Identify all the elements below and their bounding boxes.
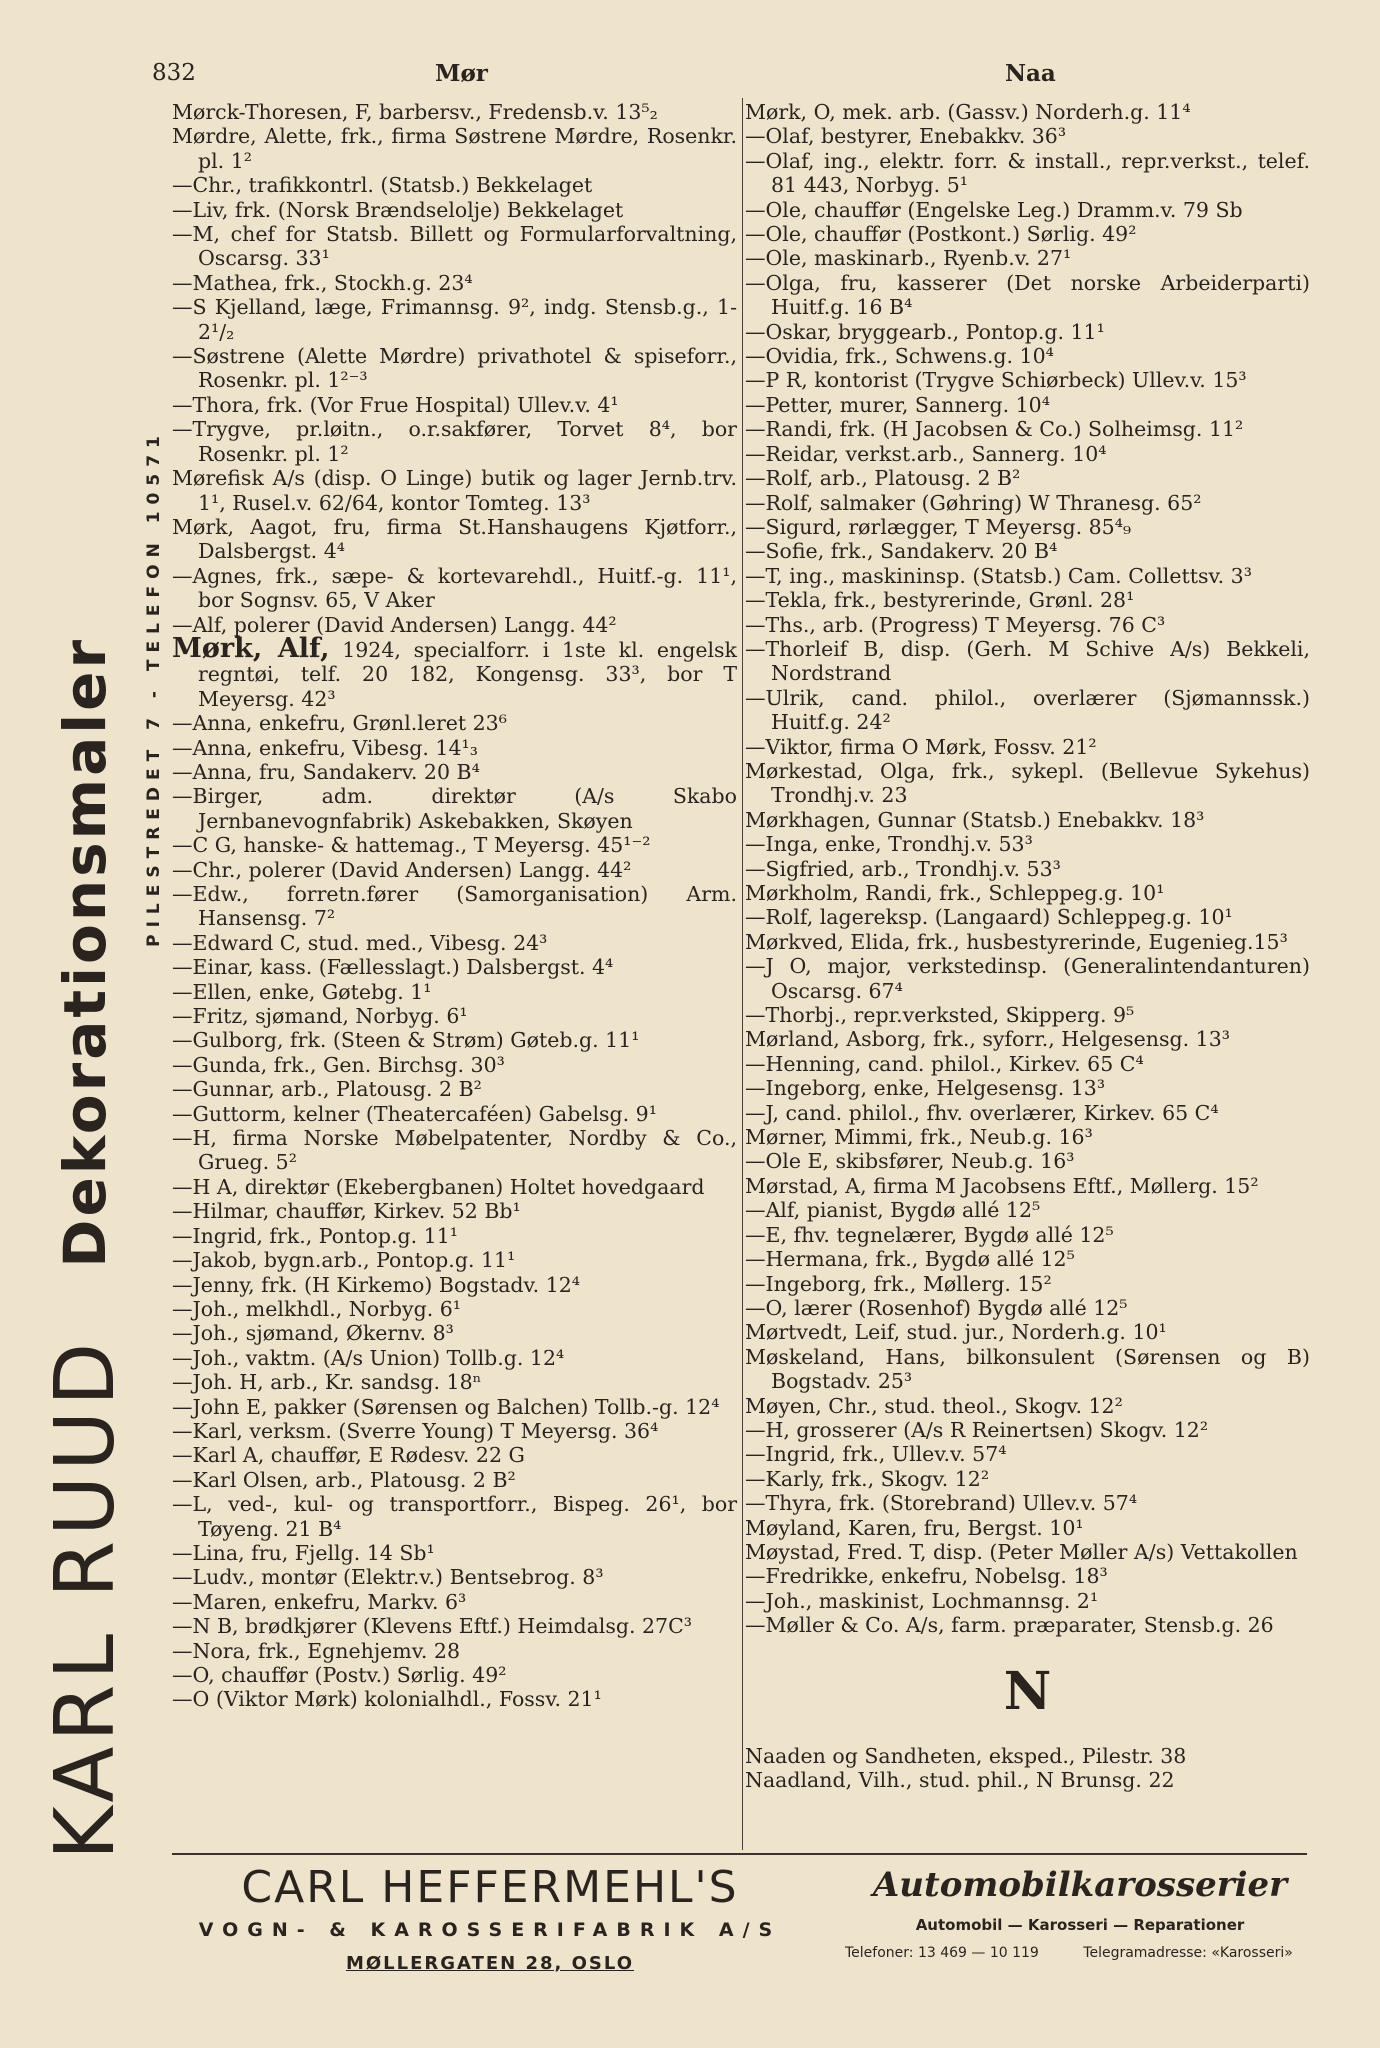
directory-entry: —C G, hanske- & hattemag., T Meyersg. 45¹⁻²	[172, 833, 651, 858]
directory-entry: —Oskar, bryggearb., Pontop.g. 11¹	[745, 319, 1105, 344]
directory-entry: —Tekla, frk., bestyrerinde, Grønl. 28¹	[745, 588, 1135, 613]
ad-right-services: Automobil — Karosseri — Reparationer	[915, 1916, 1245, 1934]
directory-entry: —Sigfried, arb., Trondhj.v. 53³	[745, 856, 1061, 881]
featured-entry-name: Mørk, Alf,	[172, 632, 330, 664]
directory-entry: —Guttorm, kelner (Theatercaféen) Gabelsg. 9¹	[172, 1101, 657, 1126]
directory-entry: —Hilmar, chauffør, Kirkev. 52 Bb¹	[172, 1199, 521, 1224]
ad-right-title: Automobilkarosserier	[872, 1865, 1288, 1905]
directory-entry: Mørstad, A, firma M Jacobsens Eftf., Møllerg. 15²	[745, 1173, 1259, 1198]
directory-entry: —Ole, chauffør (Engelske Leg.) Dramm.v. 79 Sb	[745, 197, 1243, 222]
directory-entry: —Viktor, firma O Mørk, Fossv. 21²	[745, 734, 1097, 759]
directory-entry: —Petter, murer, Sannerg. 10⁴	[745, 392, 1050, 417]
directory-entry: —L, ved-, kul- og transportforr., Bispeg. 26¹, bor Tøyeng. 21 B⁴	[172, 1492, 737, 1541]
directory-entry: Mørkholm, Randi, frk., Schleppeg.g. 10¹	[745, 881, 1165, 905]
directory-entry: —Søstrene (Alette Mørdre) privathotel & spiseforr., Rosenkr. pl. 1²⁻³	[172, 344, 737, 393]
directory-entry: Mørland, Asborg, frk., syforr., Helgesensg. 13³	[745, 1027, 1230, 1052]
karosserier-advertisement	[845, 1862, 1315, 1964]
directory-entry: —Hermana, frk., Bygdø allé 12⁵	[745, 1247, 1075, 1272]
directory-entry: Mørdre, Alette, frk., firma Søstrene Mørdre, Rosenkr. pl. 1²	[172, 124, 737, 173]
directory-entry: —Trygve, pr.løitn., o.r.sakfører, Torvet 8⁴, bor Rosenkr. pl. 1²	[172, 417, 737, 466]
directory-entry: —Ludv., montør (Elektr.v.) Bentsebrog. 8³	[172, 1565, 604, 1590]
directory-entry: —Liv, frk. (Norsk Brændselolje) Bekkelaget	[172, 197, 624, 222]
directory-entry: —Gunda, frk., Gen. Birchsg. 30³	[172, 1052, 505, 1077]
directory-entry: —Karl, verksm. (Sverre Young) T Meyersg. 36⁴	[172, 1418, 659, 1443]
directory-entry: —Joh., vaktm. (A/s Union) Tollb.g. 12⁴	[172, 1345, 565, 1370]
directory-entry: —Edw., forretn.fører (Samorganisation) Arm. Hansensg. 7²	[172, 882, 737, 931]
directory-entry: —Karl A, chauffør, E Rødesv. 22 G	[172, 1443, 525, 1468]
directory-entry: —Olaf, bestyrer, Enebakkv. 36³	[745, 124, 1067, 149]
directory-entry: —Anna, enkefru, Vibesg. 14¹₃	[172, 735, 478, 760]
directory-entry: Mørner, Mimmi, frk., Neub.g. 16³	[745, 1125, 1093, 1150]
ad-right-telegram: Telegramadresse: «Karosseri»	[1083, 1945, 1293, 1961]
directory-entry: —Agnes, frk., sæpe- & kortevarehdl., Huitf.-g. 11¹, bor Sognsv. 65, V Aker	[172, 563, 737, 613]
directory-entry: —Karly, frk., Skogv. 12²	[745, 1466, 990, 1491]
directory-entry: —Joh., sjømand, Økernv. 8³	[172, 1321, 454, 1346]
directory-entry: —Maren, enkefru, Markv. 6³	[172, 1589, 467, 1614]
directory-entry: —Ths., arb. (Progress) T Meyersg. 76 C³	[745, 612, 1166, 637]
directory-entry: —Reidar, verkst.arb., Sannerg. 10⁴	[745, 441, 1107, 466]
directory-entry: —Einar, kass. (Fællesslagt.) Dalsbergst. 4⁴	[172, 955, 614, 980]
ad-right-contact	[845, 1942, 1315, 1964]
directory-entry: —Anna, enkefru, Grønl.leret 23⁶	[172, 711, 507, 736]
directory-entry: —E, fhv. tegnelærer, Bygdø allé 12⁵	[745, 1222, 1114, 1247]
ad-right-phones: Telefoner: 13 469 — 10 119	[845, 1945, 1039, 1961]
directory-entry: Naadland, Vilh., stud. phil., N Brunsg. 22	[745, 1768, 1175, 1792]
directory-entry: —J O, major, verkstedinsp. (Generalintendanturen) Oscarsg. 67⁴	[745, 954, 1310, 1003]
section-letter: N	[1003, 1660, 1052, 1722]
directory-entry: Mørefisk A/s (disp. O Linge) butik og lager Jernb.trv. 1¹, Rusel.v. 62/64, kontor Tomteg. 13³	[172, 466, 737, 515]
directory-entry: Mørkhagen, Gunnar (Statsb.) Enebakkv. 18³	[745, 807, 1205, 832]
directory-entry: —Joh. H, arb., Kr. sandsg. 18ⁿ	[172, 1370, 482, 1395]
directory-entry: —Mathea, frk., Stockh.g. 23⁴	[172, 270, 473, 295]
right-column	[745, 100, 1310, 1792]
directory-entry: —Chr., polerer (David Andersen) Langg. 44²	[172, 857, 632, 882]
directory-entry-featured	[172, 632, 737, 711]
directory-entry: —Ole, chauffør (Postkont.) Sørlig. 49²	[745, 222, 1137, 247]
directory-entry: —Joh., maskinist, Lochmannsg. 2¹	[745, 1588, 1099, 1613]
directory-entry: —Ellen, enke, Gøtebg. 1¹	[172, 979, 432, 1004]
side-ad-address: PILESTREDET 7 - TELEFON 10571	[144, 429, 164, 947]
directory-entry: —Olga, fru, kasserer (Det norske Arbeiderparti) Huitf.g. 16 B⁴	[745, 270, 1310, 320]
directory-entry: —Sofie, frk., Sandakerv. 20 B⁴	[745, 539, 1058, 564]
directory-entry: —Alf, polerer (David Andersen) Langg. 44²	[172, 612, 617, 637]
directory-entry: —Rolf, salmaker (Gøhring) W Thranesg. 65²	[745, 490, 1202, 515]
directory-entry: Møskeland, Hans, bilkonsulent (Sørensen og B) Bogstadv. 25³	[745, 1344, 1310, 1394]
directory-entry: —Anna, fru, Sandakerv. 20 B⁴	[172, 759, 480, 784]
directory-entry: —Joh., melkhdl., Norbyg. 6¹	[172, 1296, 461, 1321]
directory-entry: —Ingrid, frk., Pontop.g. 11¹	[172, 1223, 458, 1248]
ad-title: CARL HEFFERMEHL'S	[241, 1862, 739, 1913]
directory-entry: —T, ing., maskininsp. (Statsb.) Cam. Collettsv. 3³	[745, 563, 1252, 588]
footer-rule	[172, 1853, 1307, 1855]
directory-entry: —Birger, adm. direktør (A/s Skabo Jernbanevognfabrik) Askebakken, Skøyen	[172, 784, 737, 833]
side-ad-name: KARL RUUD	[37, 1337, 133, 1860]
directory-entry: —Karl Olsen, arb., Platousg. 2 B²	[172, 1467, 516, 1492]
directory-entry: —O, lærer (Rosenhof) Bygdø allé 12⁵	[745, 1295, 1128, 1320]
directory-entry: —Gunnar, arb., Platousg. 2 B²	[172, 1077, 482, 1102]
directory-entry: Mørkestad, Olga, frk., sykepl. (Bellevue Sykehus) Trondhj.v. 23	[745, 758, 1310, 808]
directory-entry: Mørtvedt, Leif, stud. jur., Norderh.g. 10¹	[745, 1320, 1167, 1345]
directory-entry: —O (Viktor Mørk) kolonialhdl., Fossv. 21¹	[172, 1687, 602, 1712]
directory-entry: —Jenny, frk. (H Kirkemo) Bogstadv. 12⁴	[172, 1272, 581, 1297]
directory-entry: —N B, brødkjører (Klevens Eftf.) Heimdalsg. 27C³	[172, 1614, 693, 1639]
directory-entry: —Ole, maskinarb., Ryenb.v. 27¹	[745, 246, 1072, 271]
directory-entry: Møyen, Chr., stud. theol., Skogv. 12²	[745, 1393, 1123, 1418]
running-head-left: Mør	[435, 60, 488, 87]
directory-entry: —Lina, fru, Fjellg. 14 Sb¹	[172, 1540, 435, 1565]
running-head-right: Naa	[1005, 60, 1056, 87]
directory-entry: —Thora, frk. (Vor Frue Hospital) Ullev.v. 4¹	[172, 392, 619, 417]
left-column	[172, 100, 737, 1712]
directory-entry: —Nora, frk., Egnehjemv. 28	[172, 1638, 461, 1663]
page-number: 832	[152, 60, 196, 86]
directory-entry: —Ingeborg, frk., Møllerg. 15²	[745, 1271, 1052, 1296]
side-ad-trade: Dekorationsmaler	[51, 636, 119, 1268]
directory-entry: —S Kjelland, læge, Frimannsg. 9², indg. Stensb.g., 1-2¹/₂	[172, 295, 737, 344]
directory-entry: —O, chauffør (Postv.) Sørlig. 49²	[172, 1663, 507, 1687]
directory-entry: —Ingrid, frk., Ullev.v. 57⁴	[745, 1442, 1007, 1467]
directory-entry: —Ulrik, cand. philol., overlærer (Sjømannssk.) Huitf.g. 24²	[745, 685, 1310, 735]
directory-entry: Naaden og Sandheten, eksped., Pilestr. 38	[745, 1743, 1187, 1768]
directory-entry: —P R, kontorist (Trygve Schiørbeck) Ullev.v. 15³	[745, 368, 1247, 393]
directory-entry: —Inga, enke, Trondhj.v. 53³	[745, 832, 1033, 857]
directory-entry: Møystad, Fred. T, disp. (Peter Møller A/s) Vettakollen	[745, 1539, 1298, 1564]
directory-entry: —Rolf, lagereksp. (Langaard) Schleppeg.g. 10¹	[745, 905, 1233, 930]
directory-entry: Mørk, O, mek. arb. (Gassv.) Norderh.g. 11⁴	[745, 100, 1191, 124]
column-divider	[742, 98, 743, 1850]
directory-entry: —Thorleif B, disp. (Gerh. M Schive A/s) Bekkeli, Nordstrand	[745, 636, 1310, 686]
directory-entry: —Thorbj., repr.verksted, Skipperg. 9⁵	[745, 1003, 1135, 1028]
directory-entry: —J, cand. philol., fhv. overlærer, Kirkev. 65 C⁴	[745, 1100, 1219, 1125]
ad-subtitle: VOGN- & KAROSSERIFABRIK A/S	[198, 1919, 782, 1941]
directory-entry: —Møller & Co. A/s, farm. præparater, Stensb.g. 26	[745, 1613, 1274, 1638]
side-ad-main	[37, 98, 133, 1860]
directory-entry: Mørck-Thoresen, F, barbersv., Fredensb.v. 13⁵₂	[172, 100, 658, 124]
directory-entry: —Ole E, skibsfører, Neub.g. 16³	[745, 1149, 1075, 1174]
directory-entry: —Rolf, arb., Platousg. 2 B²	[745, 466, 1021, 491]
directory-entry: Mørk, Aagot, fru, firma St.Hanshaugens Kjøtforr., Dalsbergst. 4⁴	[172, 514, 737, 564]
directory-entry: —M, chef for Statsb. Billett og Formularforvaltning, Oscarsg. 33¹	[172, 222, 737, 271]
directory-entry: —H, firma Norske Møbelpatenter, Nordby & Co., Grueg. 5²	[172, 1126, 737, 1175]
directory-entry: —Fredrikke, enkefru, Nobelsg. 18³	[745, 1564, 1108, 1589]
directory-entry: Møyland, Karen, fru, Bergst. 10¹	[745, 1515, 1084, 1540]
directory-entry: —Henning, cand. philol., Kirkev. 65 C⁴	[745, 1051, 1144, 1076]
side-advertisement	[37, 98, 170, 1860]
directory-entry: —Ingeborg, enke, Helgesensg. 13³	[745, 1076, 1106, 1101]
directory-entry: —H, grosserer (A/s R Reinertsen) Skogv. 12²	[745, 1417, 1209, 1442]
directory-entry: —Thyra, frk. (Storebrand) Ullev.v. 57⁴	[745, 1491, 1138, 1516]
directory-entry: —Edward C, stud. med., Vibesg. 24³	[172, 930, 548, 955]
directory-entry: —Ovidia, frk., Schwens.g. 10⁴	[745, 344, 1054, 369]
directory-entry: —Jakob, bygn.arb., Pontop.g. 11¹	[172, 1248, 516, 1273]
ad-address: MØLLERGATEN 28, OSLO	[345, 1953, 635, 1974]
directory-entry: —Sigurd, rørlægger, T Meyersg. 85⁴₉	[745, 514, 1132, 539]
directory-entry: Mørkved, Elida, frk., husbestyrerinde, Eugenieg.15³	[745, 929, 1288, 954]
directory-entry: —Fritz, sjømand, Norbyg. 6¹	[172, 1004, 468, 1029]
directory-entry: —Gulborg, frk. (Steen & Strøm) Gøteb.g. 11¹	[172, 1028, 640, 1053]
directory-entry: —Alf, pianist, Bygdø allé 12⁵	[745, 1198, 1041, 1223]
directory-entry: —Randi, frk. (H Jacobsen & Co.) Solheimsg. 11²	[745, 417, 1244, 442]
directory-entry: —Olaf, ing., elektr. forr. & install., repr.verkst., telef. 81 443, Norbyg. 5¹	[745, 148, 1310, 198]
directory-entry: —H A, direktør (Ekebergbanen) Holtet hovedgaard	[172, 1174, 705, 1199]
directory-entry: —Chr., trafikkontrl. (Statsb.) Bekkelaget	[172, 173, 593, 198]
heffermehl-advertisement	[180, 1862, 800, 1982]
directory-entry: —John E, pakker (Sørensen og Balchen) Tollb.-g. 12⁴	[172, 1394, 720, 1419]
featured-entry-details: 1924, specialforr. i 1ste kl. engelsk regntøi, telf. 20 182, Kongensg. 33³, bor T Meyersg. 42³	[198, 637, 737, 711]
